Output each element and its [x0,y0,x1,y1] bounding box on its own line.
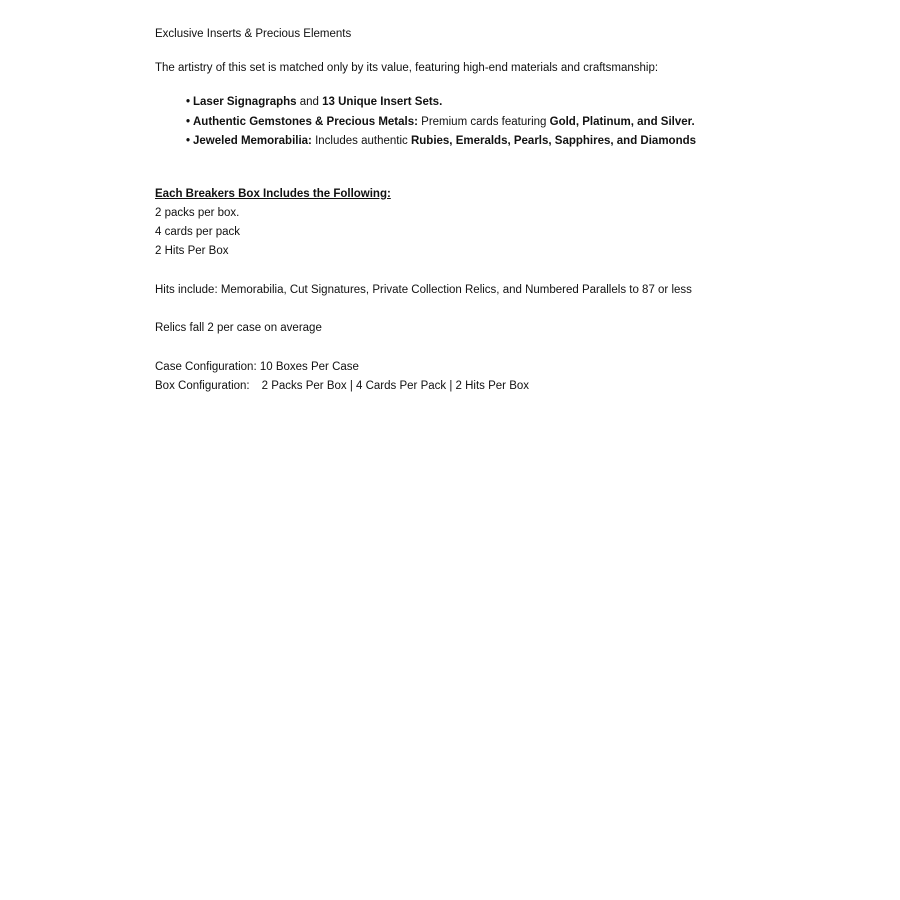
box-line-cards: 4 cards per pack [155,226,241,238]
box-configuration [155,378,529,394]
bullet-text: Includes authentic [311,135,411,147]
bullet-text-bold: Authentic Gemstones & Precious Metals: [193,115,418,128]
bullet-text-bold: Rubies, Emeralds, Pearls, Sapphires, and Diamonds [410,135,697,147]
feature-bullet-list [186,93,696,152]
intro-paragraph: The artistry of this set is matched only by its value, featuring high-end materials and craftsmanship: [155,62,659,74]
box-contents-heading: Each Breakers Box Includes the Following: [155,188,391,200]
section-title: Exclusive Inserts & Precious Elements [155,28,352,40]
box-configuration-value: 2 Packs Per Box | 4 Cards Per Pack | 2 Hits Per Box [261,380,530,392]
case-configuration: Case Configuration: 10 Boxes Per Case [155,361,359,373]
bullet-text: Premium cards featuring [417,115,550,128]
relics-text: Relics fall 2 per case on average [155,322,322,334]
bullet-item-gemstones [186,113,696,133]
bullet-text-bold: Jeweled Memorabilia: [193,135,312,147]
bullet-text-bold: Laser Signagraphs [193,96,297,108]
bullet-text-bold: Gold, Platinum, and Silver. [549,115,695,128]
box-configuration-label: Box Configuration: [155,380,250,392]
bullet-text: and [296,96,323,108]
bullet-text-bold: 13 Unique Insert Sets. [322,96,443,108]
bullet-item-laser [186,93,696,113]
box-line-hits: 2 Hits Per Box [155,245,229,257]
box-line-packs: 2 packs per box. [155,207,240,219]
hits-include-text: Hits include: Memorabilia, Cut Signatures, Private Collection Relics, and Numbered Parallels to 87 or less [155,284,692,296]
bullet-item-memorabilia [186,132,696,152]
